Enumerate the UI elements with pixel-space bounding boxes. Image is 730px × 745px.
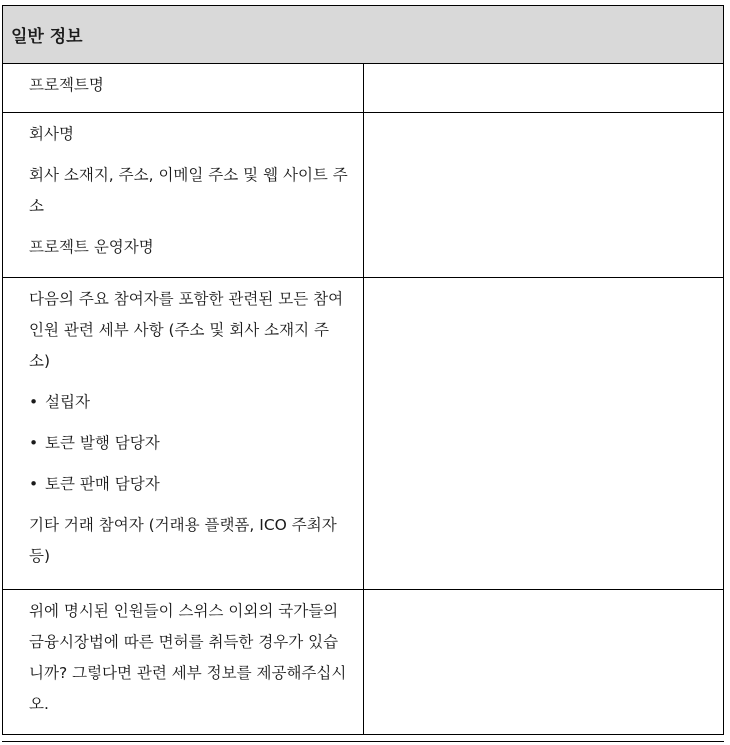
answer-cell-participants[interactable] — [363, 278, 724, 590]
bullet-label: 토큰 발행 담당자 — [45, 434, 160, 452]
bullet-item-founder — [29, 387, 349, 418]
answer-cell-project-name[interactable] — [363, 64, 724, 113]
question-text: 다음의 주요 참여자를 포함한 관련된 모든 참여 인원 관련 세부 사항 (주소 및 회사 소재지 주소) — [29, 290, 344, 370]
general-info-table — [2, 5, 724, 735]
table-row — [3, 590, 724, 735]
question-text: 기타 거래 참여자 (거래용 플랫폼, ICO 주최자 등) — [29, 516, 337, 565]
question-text: 회사 소재지, 주소, 이메일 주소 및 웹 사이트 주소 — [29, 166, 348, 215]
question-cell-project-name — [3, 64, 364, 113]
question-text: 프로젝트 운영자명 — [29, 238, 154, 256]
answer-cell-foreign-license[interactable] — [363, 590, 724, 735]
question-cell-participants — [3, 278, 364, 590]
bullet-label: 설립자 — [45, 393, 90, 411]
bullet-icon: • — [29, 393, 39, 411]
bullet-icon: • — [29, 475, 39, 493]
question-cell-company-info — [3, 113, 364, 278]
table-row — [3, 64, 724, 113]
bottom-divider — [2, 741, 724, 742]
table-row — [3, 278, 724, 590]
question-text: 위에 명시된 인원들이 스위스 이외의 국가들의 금융시장법에 따른 면허를 취득한 경우가 있습니까? 그렇다면 관련 세부 정보를 제공해주십시오. — [29, 602, 347, 713]
question-text: 회사명 — [29, 125, 74, 143]
question-text: 프로젝트명 — [29, 76, 104, 94]
bullet-item-token-issuer — [29, 428, 349, 459]
answer-cell-company-info[interactable] — [363, 113, 724, 278]
bullet-icon: • — [29, 434, 39, 452]
table-row — [3, 113, 724, 278]
section-title: 일반 정보 — [3, 6, 724, 64]
bullet-label: 토큰 판매 담당자 — [45, 475, 160, 493]
question-cell-foreign-license — [3, 590, 364, 735]
section-header-row — [3, 6, 724, 64]
bullet-item-token-seller — [29, 469, 349, 500]
